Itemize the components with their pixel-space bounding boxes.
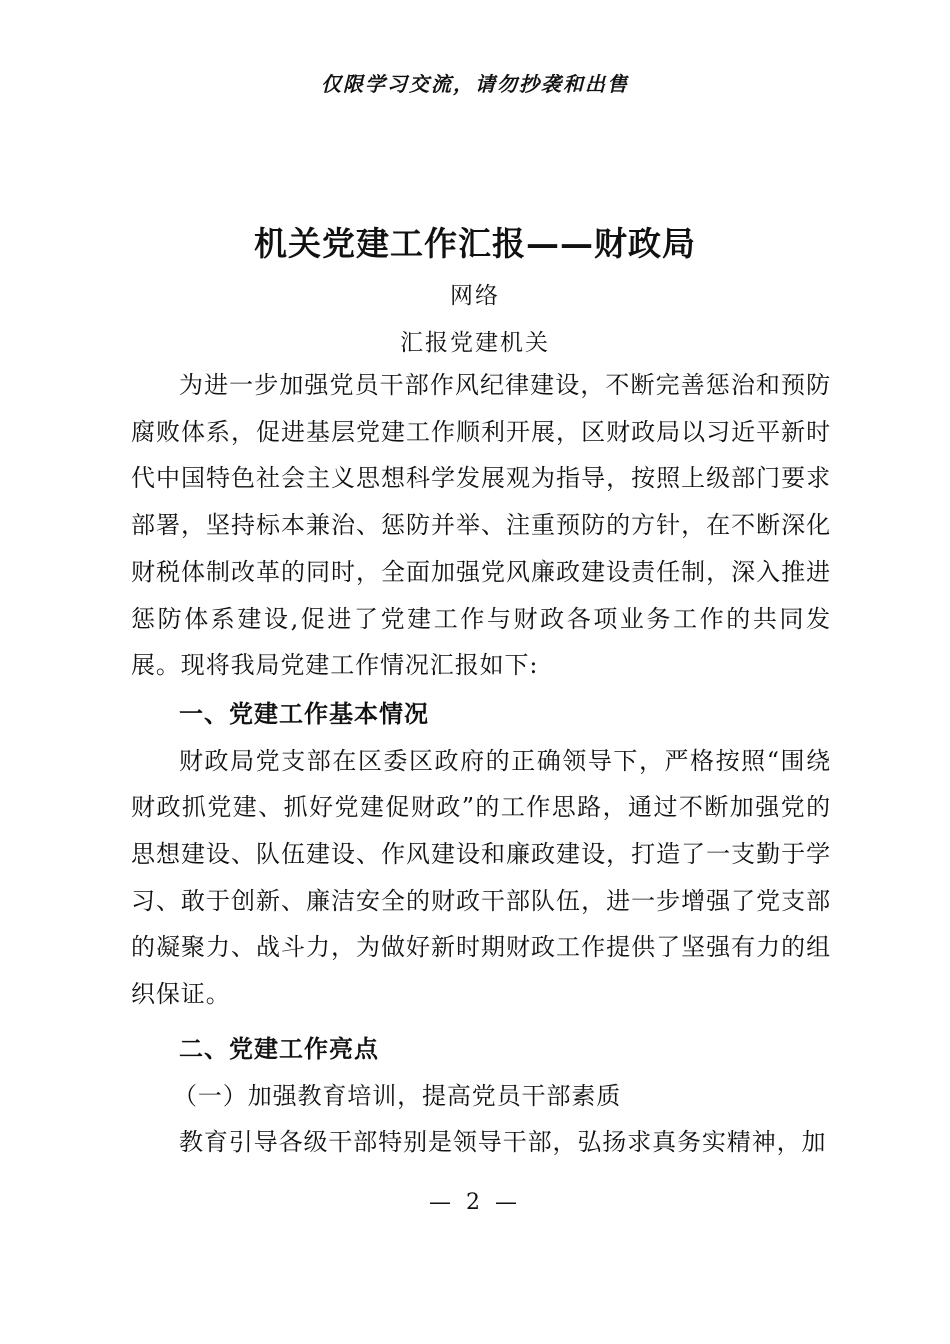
- section1-heading: 一、党建工作基本情况: [179, 698, 429, 728]
- document-tags: 汇报党建机关: [400, 330, 550, 356]
- intro-paragraph: 为进一步加强党员干部作风纪律建设，不断完善惩治和预防腐败体系，促进基层党建工作顺利开展，区财政局以习近平新时代中国特色社会主义思想科学发展观为指导，按照上级部门要求部署，坚持标本兼治、惩防并举、注重预防的方针，在不断深化财税体制改革的同时，全面加强党风廉政建设责任制，深入推进惩防体系建设,促进了党建工作与财政各项业务工作的共同发展。现将我局党建工作情况汇报如下:: [131, 371, 831, 680]
- header-note: 仅限学习交流，请勿抄袭和出售: [321, 72, 629, 96]
- section2-sub1-paragraph: 教育引导各级干部特别是领导干部，弘扬求真务实精神，加: [179, 1128, 827, 1157]
- document-source: 网络: [450, 283, 500, 309]
- spacer: [131, 1018, 831, 1026]
- section2-heading: 二、党建工作亮点: [179, 1033, 379, 1063]
- section1-paragraph: 财政局党支部在区委区政府的正确领导下，严格按照“围绕财政抓党建、抓好党建促财政”的工作思路，通过不断加强党的思想建设、队伍建设、作风建设和廉政建设，打造了一支勤于学习、敢于创新、廉洁安全的财政干部队伍，进一步增强了党支部的凝聚力、战斗力，为做好新时期财政工作提供了坚强有力的组织保证。: [131, 746, 831, 1009]
- document-body: [131, 362, 831, 1166]
- section2-subheading-1: （一）加强教育培训，提高党员干部素质: [173, 1081, 622, 1110]
- document-title: 机关党建工作汇报——财政局: [254, 224, 696, 263]
- page-number: — 2 —: [429, 1190, 521, 1215]
